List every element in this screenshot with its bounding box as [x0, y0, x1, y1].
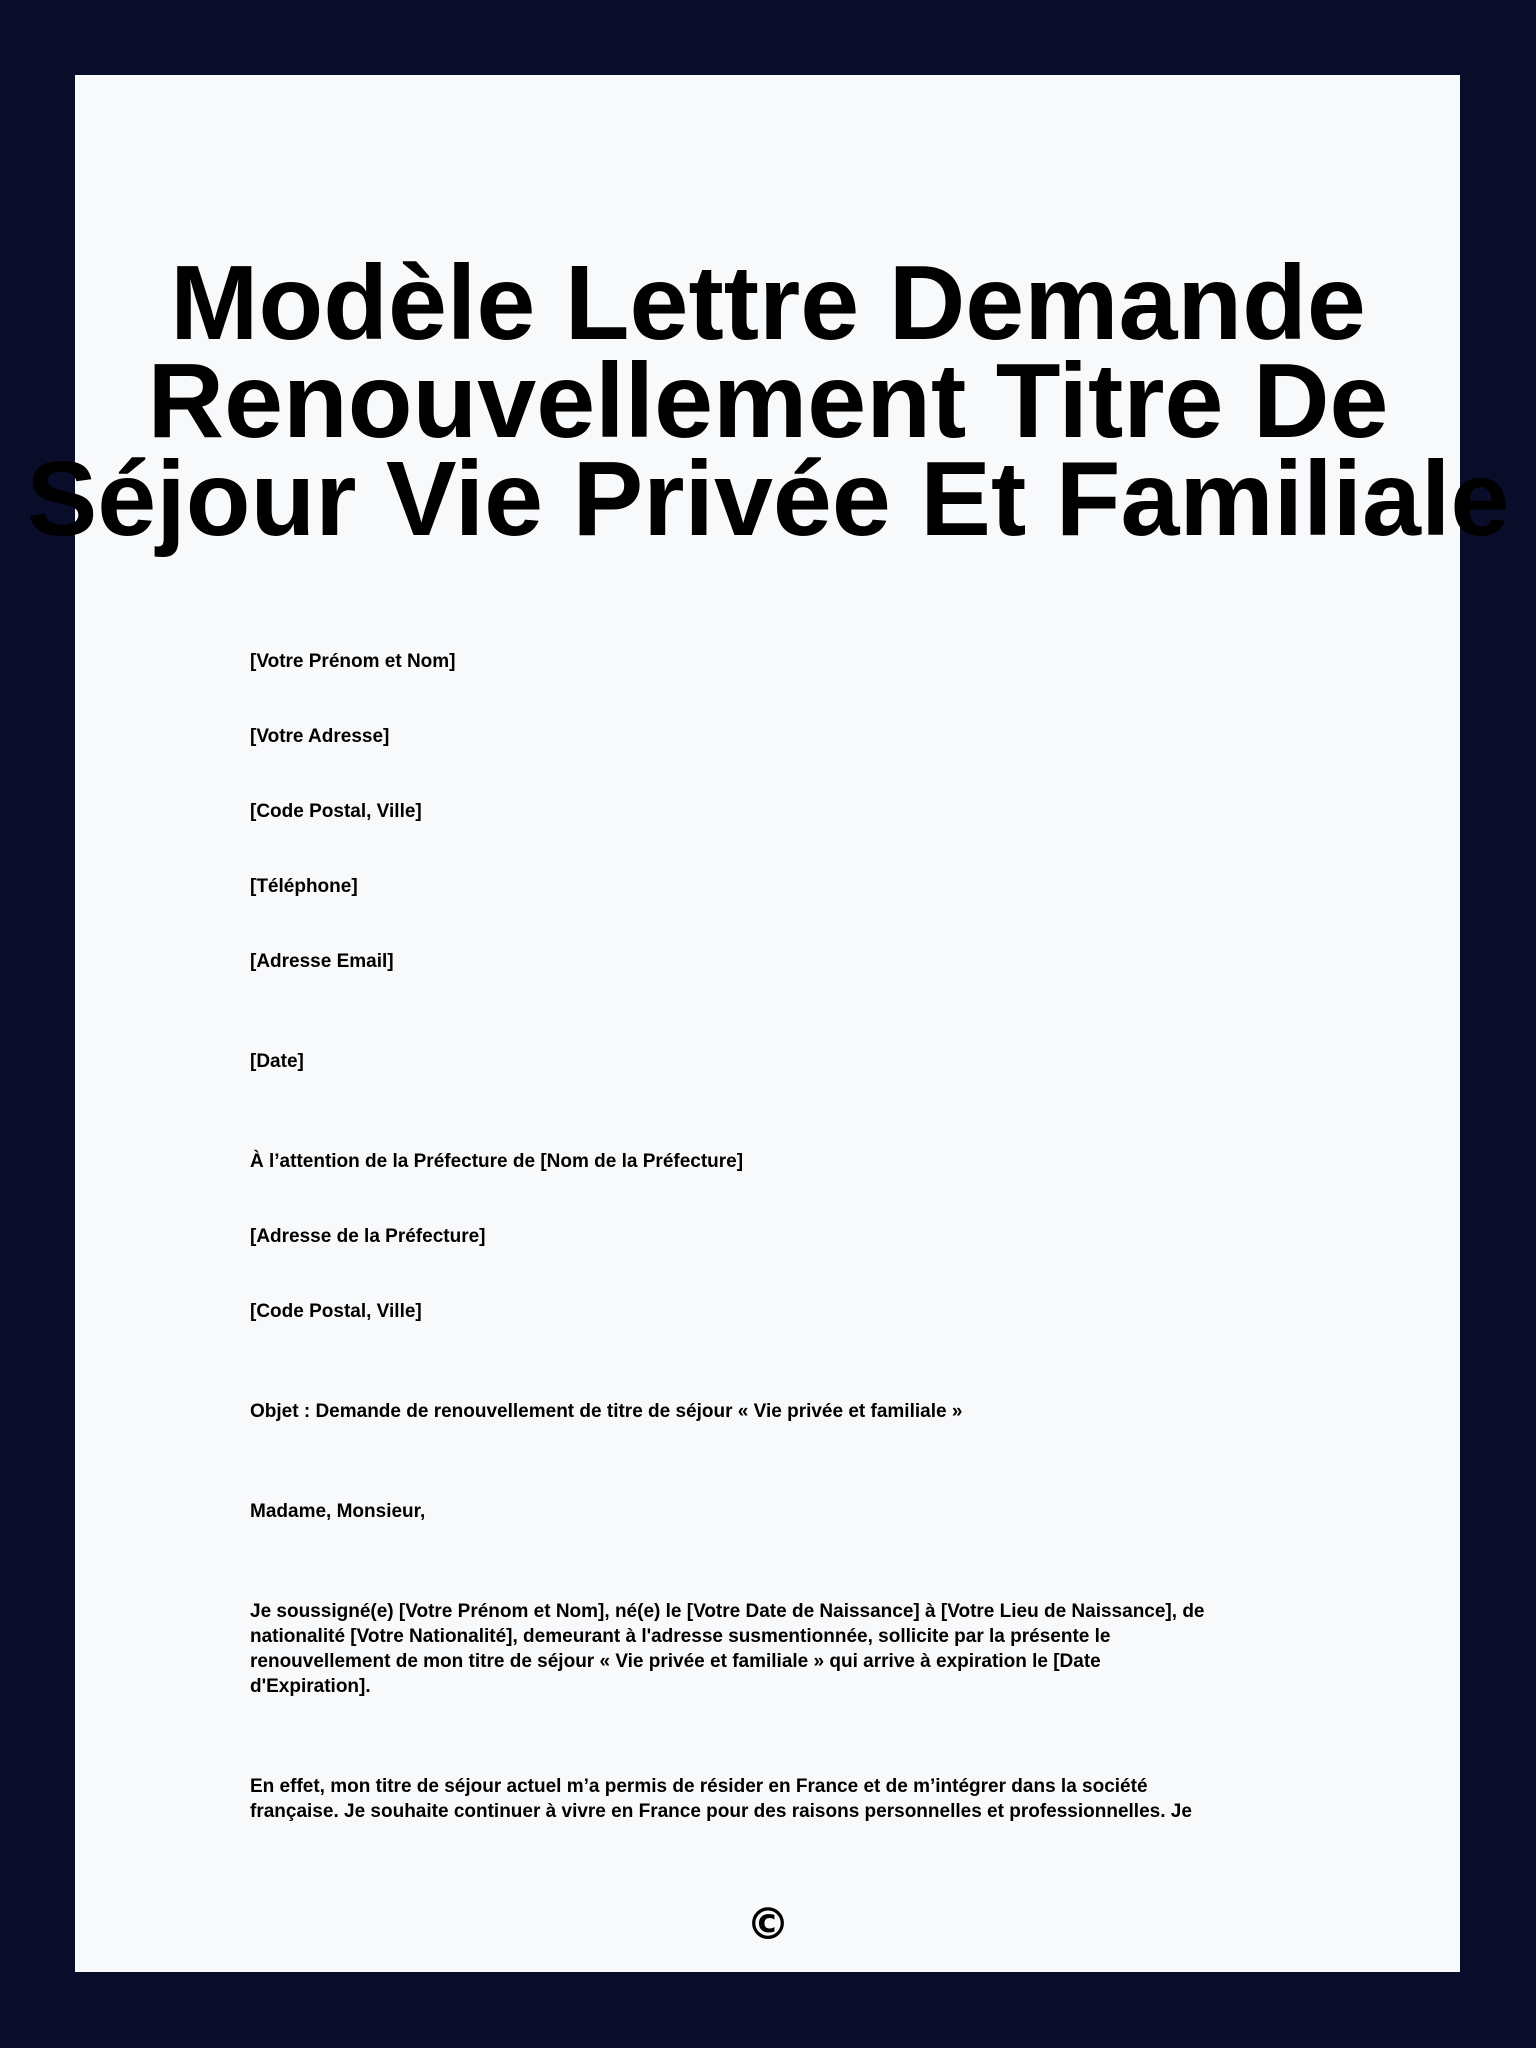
letter-date: [Date]	[250, 1051, 304, 1072]
title-line: Modèle Lettre Demande	[170, 244, 1366, 362]
paragraph-line: En effet, mon titre de séjour actuel m’a permis de résider en France et de m’intégrer dans la société	[250, 1776, 1148, 1797]
letter-salutation: Madame, Monsieur,	[250, 1501, 426, 1522]
document-title	[0, 244, 1536, 558]
letter-subject: Objet : Demande de renouvellement de titre de séjour « Vie privée et familiale »	[250, 1401, 963, 1422]
recipient-attention: À l’attention de la Préfecture de [Nom de la Préfecture]	[250, 1151, 744, 1172]
recipient-postal-city: [Code Postal, Ville]	[250, 1301, 422, 1322]
paragraph-line: Je soussigné(e) [Votre Prénom et Nom], né(e) le [Votre Date de Naissance] à [Votre Lieu de Naissance], de	[250, 1601, 1205, 1622]
paragraph-line: d'Expiration].	[250, 1676, 371, 1697]
sender-name: [Votre Prénom et Nom]	[250, 651, 456, 672]
sender-email: [Adresse Email]	[250, 951, 394, 972]
paragraph-line: renouvellement de mon titre de séjour « Vie privée et familiale » qui arrive à expiration le [Date	[250, 1651, 1101, 1672]
title-line: Renouvellement Titre De	[147, 342, 1389, 460]
title-line: Séjour Vie Privée Et Familiale	[26, 440, 1510, 558]
paragraph-line: nationalité [Votre Nationalité], demeurant à l'adresse susmentionnée, sollicite par la présente le	[250, 1626, 1111, 1647]
sender-phone: [Téléphone]	[250, 876, 358, 897]
copyright-icon: ©	[746, 1899, 790, 1950]
recipient-address: [Adresse de la Préfecture]	[250, 1226, 486, 1247]
paragraph-line: française. Je souhaite continuer à vivre en France pour des raisons personnelles et professionnelles. Je	[250, 1801, 1192, 1822]
sender-postal-city: [Code Postal, Ville]	[250, 801, 422, 822]
sender-address: [Votre Adresse]	[250, 726, 390, 747]
